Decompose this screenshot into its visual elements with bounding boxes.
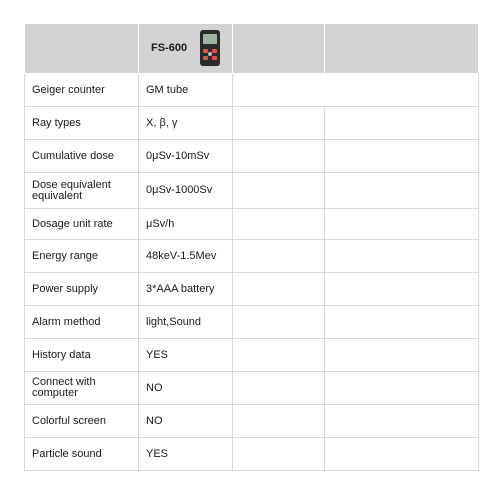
empty-cell [325, 173, 479, 209]
row-label: Connect with computer [25, 372, 139, 405]
empty-cell [233, 405, 325, 438]
header-empty-cell [233, 24, 325, 74]
row-value: X, β, γ [139, 107, 233, 140]
row-value: NO [139, 405, 233, 438]
table-header-row [25, 24, 479, 74]
empty-cell [233, 209, 325, 240]
row-value: 0μSv-1000Sv [139, 173, 233, 209]
row-label: Dose equivalent equivalent [25, 173, 139, 209]
table-row [25, 74, 479, 107]
row-value: μSv/h [139, 209, 233, 240]
empty-cell [325, 273, 479, 306]
table-row [25, 240, 479, 273]
empty-cell [325, 107, 479, 140]
row-value: 0μSv-10mSv [139, 140, 233, 173]
empty-cell [325, 209, 479, 240]
empty-cell [233, 372, 325, 405]
row-value: 3*AAA battery [139, 273, 233, 306]
empty-cell [233, 339, 325, 372]
table-row [25, 140, 479, 173]
row-label: History data [25, 339, 139, 372]
empty-cell [325, 405, 479, 438]
row-value: YES [139, 438, 233, 471]
spec-comparison-table [24, 23, 479, 471]
row-label: Dosage unit rate [25, 209, 139, 240]
empty-cell [325, 306, 479, 339]
row-label: Geiger counter [25, 74, 139, 107]
geiger-counter-device-icon [200, 30, 220, 66]
row-label: Particle sound [25, 438, 139, 471]
empty-cell [325, 372, 479, 405]
empty-cell [233, 107, 325, 140]
table-row [25, 438, 479, 471]
empty-cell [233, 273, 325, 306]
row-label: Cumulative dose [25, 140, 139, 173]
empty-cell [233, 240, 325, 273]
row-value: NO [139, 372, 233, 405]
row-label: Alarm method [25, 306, 139, 339]
table-row [25, 209, 479, 240]
table-row [25, 306, 479, 339]
empty-cell [233, 438, 325, 471]
row-label: Ray types [25, 107, 139, 140]
empty-cell [325, 240, 479, 273]
row-value: GM tube [139, 74, 233, 107]
row-value: YES [139, 339, 233, 372]
empty-cell [325, 140, 479, 173]
table-row [25, 173, 479, 209]
row-value: light,Sound [139, 306, 233, 339]
table-row [25, 372, 479, 405]
empty-cell [233, 173, 325, 209]
empty-cell [325, 438, 479, 471]
header-empty-cell [25, 24, 139, 74]
table-row [25, 339, 479, 372]
row-label: Power supply [25, 273, 139, 306]
empty-cell [325, 339, 479, 372]
row-label: Colorful screen [25, 405, 139, 438]
empty-cell [233, 306, 325, 339]
header-model-cell [139, 24, 233, 74]
table-row [25, 405, 479, 438]
model-name: FS-600 [151, 42, 188, 54]
table-row [25, 107, 479, 140]
header-empty-cell [325, 24, 479, 74]
empty-cell [233, 74, 479, 107]
empty-cell [233, 140, 325, 173]
row-label: Energy range [25, 240, 139, 273]
table-row [25, 273, 479, 306]
row-value: 48keV-1.5Mev [139, 240, 233, 273]
